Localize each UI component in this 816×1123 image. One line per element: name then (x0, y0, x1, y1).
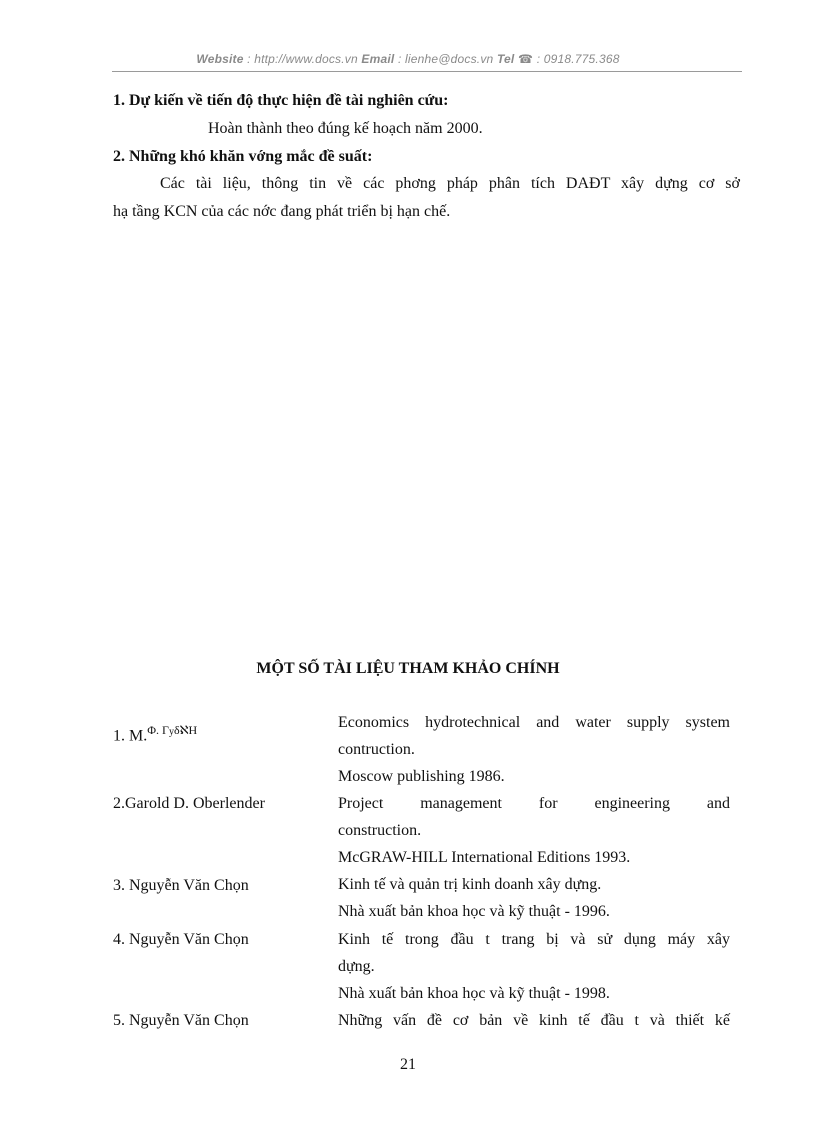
email-label: Email (361, 52, 395, 66)
reference-1-author (113, 719, 197, 747)
reference-2-line1: Project management for engineering and (338, 795, 730, 812)
reference-1-author-sup: y (168, 726, 174, 738)
reference-3-author: 3. Nguyễn Văn Chọn (113, 877, 249, 894)
reference-2-line3: McGRAW-HILL International Editions 1993. (338, 849, 631, 866)
tel-value: ☎ : 0918.775.368 (518, 52, 620, 66)
section2-body-line2: hạ tầng KCN của các nớc đang phát triển bị hạn chế. (113, 203, 451, 220)
reference-5-line1: Những vấn đề cơ bản về kinh tế đầu t và thiết kế (338, 1012, 730, 1029)
tel-label: Tel (496, 52, 515, 66)
reference-3-line2: Nhà xuất bản khoa học và kỹ thuật - 1996. (338, 903, 610, 920)
reference-3-line1: Kinh tế và quản trị kinh doanh xây dựng. (338, 876, 602, 893)
section2-body-line1: Các tài liệu, thông tin về các phơng pháp phân tích DAĐT xây dựng cơ sở (160, 175, 740, 192)
reference-4-line2: dựng. (338, 958, 375, 975)
reference-1-author-prefix: 1. M. (113, 727, 148, 745)
page-header (0, 52, 816, 66)
reference-5-author: 5. Nguyễn Văn Chọn (113, 1012, 249, 1029)
website-label: Website (196, 52, 244, 66)
reference-1-line1: Economics hydrotechnical and water supply system (338, 714, 730, 731)
section1-body: Hoàn thành theo đúng kế hoạch năm 2000. (208, 120, 483, 137)
reference-4-line3: Nhà xuất bản khoa học và kỹ thuật - 1998. (338, 985, 610, 1002)
reference-2-author: 2.Garold D. Oberlender (113, 795, 265, 812)
section2-heading: 2. Những khó khăn vớng mắc đề suất: (113, 148, 373, 165)
reference-2-line2: construction. (338, 822, 422, 839)
website-value: : http://www.docs.vn (247, 52, 358, 66)
references-title: MỘT SỐ TÀI LIỆU THAM KHẢO CHÍNH (256, 660, 560, 677)
reference-4-author: 4. Nguyễn Văn Chọn (113, 931, 249, 948)
reference-1-line3: Moscow publishing 1986. (338, 768, 505, 785)
reference-1-line2: contruction. (338, 741, 415, 758)
reference-1-author-rest: δℵΗ (173, 723, 198, 737)
email-value: : lienhe@docs.vn (397, 52, 494, 66)
section1-heading: 1. Dự kiến về tiến độ thực hiện đề tài nghiên cứu: (113, 92, 449, 109)
reference-1-author-greek: Φ. Γ (147, 723, 169, 737)
reference-4-line1: Kinh tế trong đầu t trang bị và sử dụng máy xây (338, 931, 730, 948)
page-number: 21 (400, 1056, 416, 1073)
header-divider (112, 71, 742, 72)
